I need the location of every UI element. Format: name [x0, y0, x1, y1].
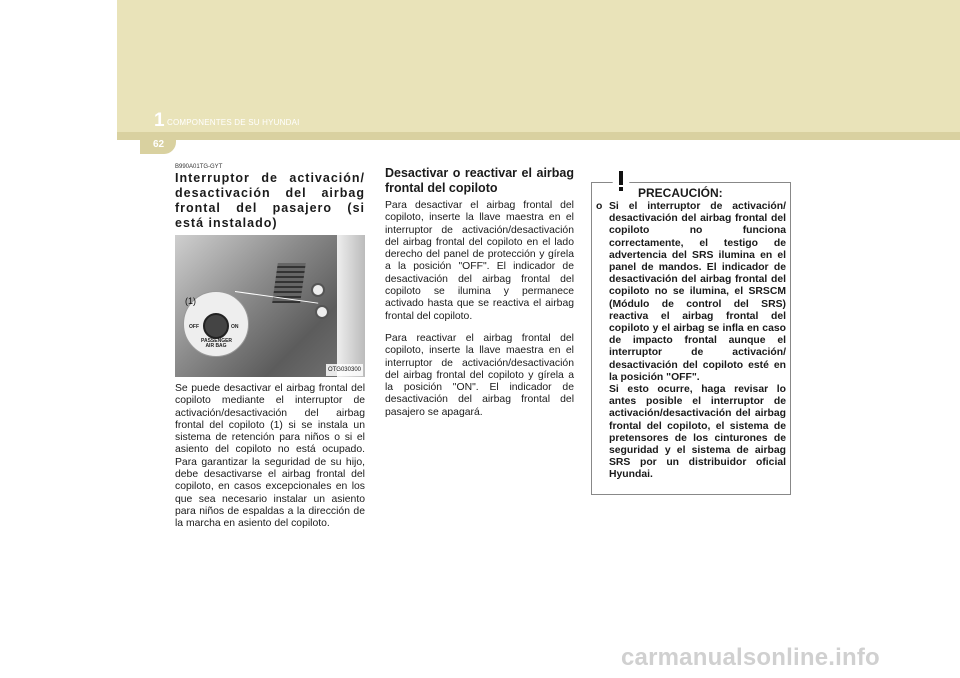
knob-icon: [311, 283, 325, 297]
section-code: B990A01TG-GYT: [175, 164, 223, 170]
middle-paragraph-1: Para desactivar el airbag frontal del copiloto, inserte la llave maestra en el interruptor de activación/desactivación del airbag frontal del copiloto en el lado derecho del panel de protección y gírela a la posición "OFF". El indicador de desactivación del airbag frontal del copiloto se ilumina y permanece activado hasta que se reactiva el airbag frontal del copiloto.: [385, 200, 574, 322]
middle-title: Desactivar o reactivar el airbag frontal del copiloto: [385, 166, 574, 195]
warning-bullet: o: [596, 201, 603, 212]
middle-paragraph-2: Para reactivar el airbag frontal del copiloto, inserte la llave maestra en el interruptor de activación/desactivación del airbag frontal del copiloto y gírela a la posición "ON". El indicador de desactivación del airbag frontal del pasajero se apagará.: [385, 332, 574, 418]
header-band: [117, 0, 960, 132]
header-stripe: [117, 132, 960, 140]
section-title: Interruptor de activación/ desactivación del airbag frontal del pasajero (si está instalado): [175, 171, 365, 230]
key-switch-icon: [203, 313, 229, 339]
knob-icon: [315, 305, 329, 319]
warning-body: [596, 201, 786, 482]
chapter-number: 1: [154, 110, 165, 131]
switch-passenger-label: PASSENGER AIR BAG: [201, 338, 233, 349]
switch-on-label: ON: [231, 324, 239, 330]
warning-text-2: Si esto ocurre, haga revisar lo antes posible el interruptor de activación/desactivación del airbag frontal del copiloto, el sistema de pretensores de los cinturones de seguridad y el sistema de airbag SRS por un distribuidor oficial Hyundai.: [609, 384, 786, 481]
warning-title: PRECAUCIÓN:: [638, 186, 723, 200]
watermark: carmanualsonline.info: [621, 644, 880, 671]
left-column: [175, 163, 365, 541]
middle-column: [385, 166, 574, 429]
door-panel-illustration: [337, 235, 365, 377]
chapter-title: COMPONENTES DE SU HYUNDAI: [167, 118, 300, 127]
page-number: 62: [153, 139, 165, 150]
warning-text-1: Si el interruptor de activación/ desactivación del airbag frontal del copiloto no funciona correctamente, el testigo de advertencia del SRS ilumina en el panel de mandos. El indicador de desactivación del airbag frontal del copiloto no se ilumina, el SRSCM (Módulo de control del SRS) reactiva el airbag frontal del copiloto y el airbag se infla en caso de impacto frontal aunque el interruptor de activación/ desactivación del copiloto esté en la posición "OFF".: [609, 201, 786, 383]
image-code: OTG030300: [326, 364, 363, 376]
switch-off-label: OFF: [189, 324, 199, 330]
left-body-text: Se puede desactivar el airbag frontal del copiloto mediante el interruptor de activación/desactivación del airbag frontal del copiloto (1) si se instala un sistema de retención para niños o si el asiento del copiloto no está ocupado. Para garantizar la seguridad de su hijo, debe desactivarse el airbag frontal del copiloto, en casos excepcionales en los que sea necesario instalar un asiento para niños de espaldas a la dirección de la marcha en asiento del copiloto.: [175, 383, 365, 530]
warning-icon: [607, 166, 635, 194]
callout-number: (1): [185, 296, 196, 306]
airbag-switch-photo: [175, 235, 365, 377]
